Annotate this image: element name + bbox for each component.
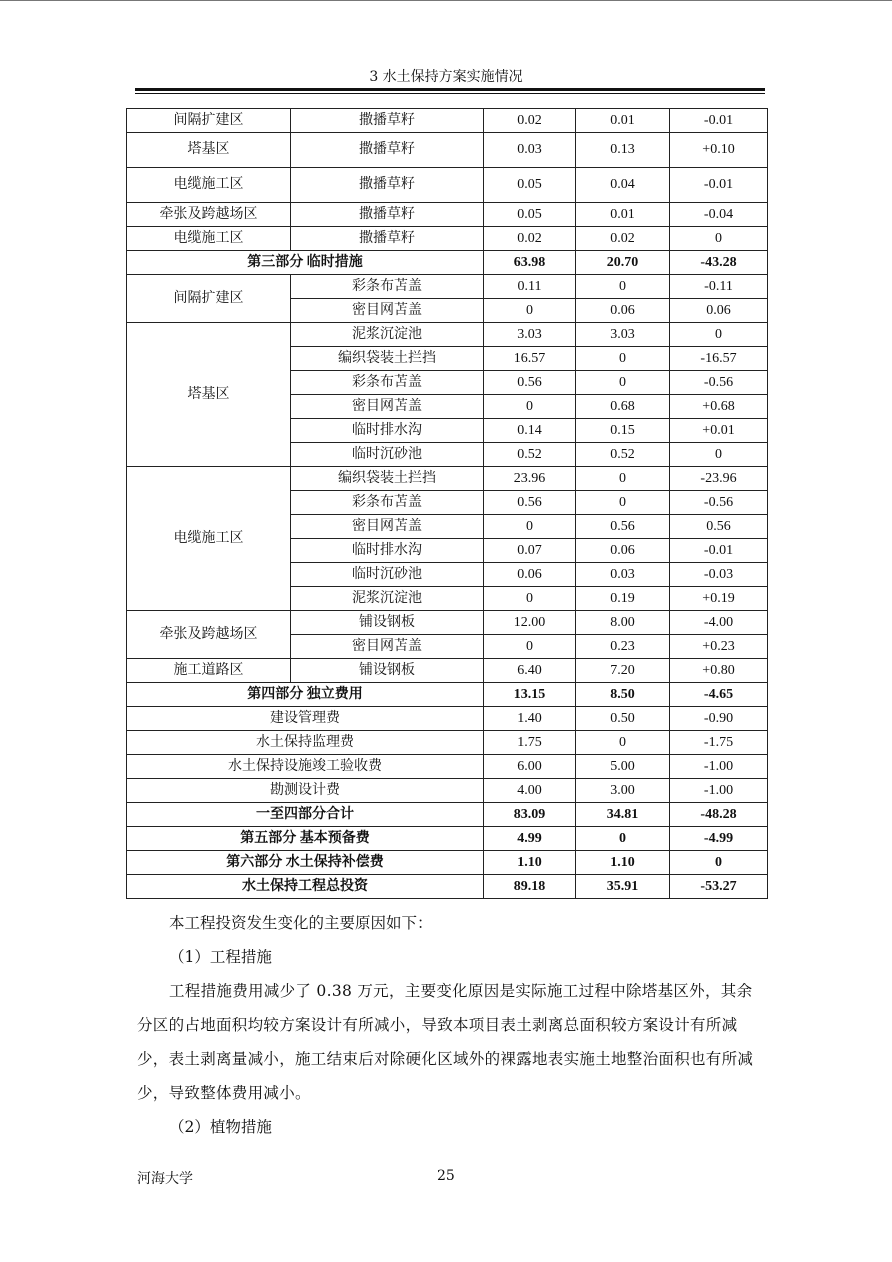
plan-value: 4.99	[484, 827, 576, 851]
table-row	[127, 707, 768, 731]
actual-value: 0.19	[576, 587, 670, 611]
actual-value: 3.00	[576, 779, 670, 803]
actual-value: 0	[576, 731, 670, 755]
running-header: 3 水土保持方案实施情况	[369, 69, 523, 85]
plan-value: 1.10	[484, 851, 576, 875]
section-label: 一至四部分合计	[127, 803, 484, 827]
top-border	[0, 0, 892, 1]
diff-value: 0.06	[670, 299, 768, 323]
actual-value: 0.03	[576, 563, 670, 587]
fee-label: 水土保持设施竣工验收费	[127, 755, 484, 779]
plan-value: 63.98	[484, 251, 576, 275]
plan-value: 6.40	[484, 659, 576, 683]
area-cell: 塔基区	[127, 323, 291, 467]
diff-value: +0.23	[670, 635, 768, 659]
plan-value: 0	[484, 395, 576, 419]
plan-value: 0.05	[484, 203, 576, 227]
measure-cell: 密目网苫盖	[291, 635, 484, 659]
fee-label: 水土保持监理费	[127, 731, 484, 755]
actual-value: 0	[576, 347, 670, 371]
actual-value: 0	[576, 491, 670, 515]
actual-value: 0.68	[576, 395, 670, 419]
plan-value: 0	[484, 515, 576, 539]
diff-value: -0.90	[670, 707, 768, 731]
diff-value: -0.03	[670, 563, 768, 587]
table-row	[127, 851, 768, 875]
measure-cell: 密目网苫盖	[291, 515, 484, 539]
measure-cell: 密目网苫盖	[291, 299, 484, 323]
diff-value: +0.19	[670, 587, 768, 611]
measure-cell: 泥浆沉淀池	[291, 587, 484, 611]
measure-cell: 临时排水沟	[291, 419, 484, 443]
plan-value: 0	[484, 635, 576, 659]
measure-cell: 彩条布苫盖	[291, 371, 484, 395]
table-row	[127, 227, 768, 251]
diff-value: 0.56	[670, 515, 768, 539]
paragraph: （1）工程措施	[169, 948, 272, 966]
plan-value: 16.57	[484, 347, 576, 371]
area-cell: 牵张及跨越场区	[127, 203, 291, 227]
table-row	[127, 731, 768, 755]
actual-value: 0.52	[576, 443, 670, 467]
diff-value: +0.01	[670, 419, 768, 443]
diff-value: -0.04	[670, 203, 768, 227]
actual-value: 8.50	[576, 683, 670, 707]
table-row	[127, 133, 768, 168]
table-row	[127, 755, 768, 779]
area-cell: 电缆施工区	[127, 227, 291, 251]
page-number: 25	[437, 1168, 455, 1184]
measure-cell: 铺设钢板	[291, 611, 484, 635]
measure-cell: 彩条布苫盖	[291, 275, 484, 299]
measure-cell: 撒播草籽	[291, 133, 484, 168]
actual-value: 20.70	[576, 251, 670, 275]
table-row	[127, 323, 768, 347]
plan-value: 0.02	[484, 109, 576, 133]
plan-value: 13.15	[484, 683, 576, 707]
diff-value: -48.28	[670, 803, 768, 827]
paragraph: （2）植物措施	[169, 1118, 272, 1136]
actual-value: 0.06	[576, 539, 670, 563]
area-cell: 间隔扩建区	[127, 275, 291, 323]
table-row	[127, 803, 768, 827]
measure-cell: 彩条布苫盖	[291, 491, 484, 515]
actual-value: 0	[576, 467, 670, 491]
paragraph: 工程措施费用减少了 0.38 万元，主要变化原因是实际施工过程中除塔基区外，其余分区的占地面积均较方案设计有所减小，导致本项目表土剥离总面积较方案设计有所减少，表土剥离量减小，施工结束后对除硬化区域外的裸露地表实施土地整治面积也有所减少，导致整体费用减小。	[137, 982, 754, 1102]
measure-cell: 临时排水沟	[291, 539, 484, 563]
table-row	[127, 467, 768, 491]
plan-value: 3.03	[484, 323, 576, 347]
diff-value: -0.56	[670, 371, 768, 395]
actual-value: 0.23	[576, 635, 670, 659]
actual-value: 7.20	[576, 659, 670, 683]
area-cell: 施工道路区	[127, 659, 291, 683]
diff-value: -0.01	[670, 168, 768, 203]
section-label: 水土保持工程总投资	[127, 875, 484, 899]
table-row	[127, 611, 768, 635]
section-label: 第六部分 水土保持补偿费	[127, 851, 484, 875]
actual-value: 0	[576, 275, 670, 299]
measure-cell: 编织袋装土拦挡	[291, 467, 484, 491]
actual-value: 0.01	[576, 203, 670, 227]
diff-value: -1.75	[670, 731, 768, 755]
diff-value: -1.00	[670, 755, 768, 779]
diff-value: -4.00	[670, 611, 768, 635]
actual-value: 0.56	[576, 515, 670, 539]
plan-value: 0.11	[484, 275, 576, 299]
area-cell: 电缆施工区	[127, 168, 291, 203]
diff-value: -4.99	[670, 827, 768, 851]
diff-value: -43.28	[670, 251, 768, 275]
investment-comparison-table	[126, 108, 768, 899]
actual-value: 0.01	[576, 109, 670, 133]
area-cell: 塔基区	[127, 133, 291, 168]
plan-value: 6.00	[484, 755, 576, 779]
diff-value: 0	[670, 443, 768, 467]
actual-value: 35.91	[576, 875, 670, 899]
measure-cell: 撒播草籽	[291, 203, 484, 227]
measure-cell: 撒播草籽	[291, 227, 484, 251]
measure-cell: 撒播草籽	[291, 109, 484, 133]
diff-value: +0.80	[670, 659, 768, 683]
plan-value: 89.18	[484, 875, 576, 899]
actual-value: 0	[576, 827, 670, 851]
diff-value: -0.56	[670, 491, 768, 515]
table-row	[127, 779, 768, 803]
area-cell: 电缆施工区	[127, 467, 291, 611]
diff-value: -23.96	[670, 467, 768, 491]
plan-value: 0	[484, 587, 576, 611]
diff-value: +0.10	[670, 133, 768, 168]
diff-value: -0.11	[670, 275, 768, 299]
section-label: 第三部分 临时措施	[127, 251, 484, 275]
table-row	[127, 683, 768, 707]
plan-value: 23.96	[484, 467, 576, 491]
actual-value: 0	[576, 371, 670, 395]
table-row	[127, 875, 768, 899]
plan-value: 0.03	[484, 133, 576, 168]
measure-cell: 临时沉砂池	[291, 443, 484, 467]
plan-value: 1.75	[484, 731, 576, 755]
actual-value: 34.81	[576, 803, 670, 827]
plan-value: 0	[484, 299, 576, 323]
diff-value: -53.27	[670, 875, 768, 899]
actual-value: 0.04	[576, 168, 670, 203]
area-cell: 间隔扩建区	[127, 109, 291, 133]
table-row	[127, 659, 768, 683]
plan-value: 0.56	[484, 491, 576, 515]
measure-cell: 撒播草籽	[291, 168, 484, 203]
diff-value: -1.00	[670, 779, 768, 803]
actual-value: 0.06	[576, 299, 670, 323]
area-cell: 牵张及跨越场区	[127, 611, 291, 659]
measure-cell: 铺设钢板	[291, 659, 484, 683]
actual-value: 3.03	[576, 323, 670, 347]
plan-value: 0.14	[484, 419, 576, 443]
plan-value: 0.07	[484, 539, 576, 563]
footer-university: 河海大学	[137, 1171, 193, 1187]
diff-value: -4.65	[670, 683, 768, 707]
actual-value: 0.13	[576, 133, 670, 168]
diff-value: 0	[670, 851, 768, 875]
diff-value: 0	[670, 323, 768, 347]
actual-value: 8.00	[576, 611, 670, 635]
plan-value: 4.00	[484, 779, 576, 803]
table-row	[127, 275, 768, 299]
plan-value: 0.05	[484, 168, 576, 203]
actual-value: 1.10	[576, 851, 670, 875]
table-row	[127, 168, 768, 203]
header-rule-thick	[135, 88, 765, 91]
plan-value: 0.56	[484, 371, 576, 395]
plan-value: 0.02	[484, 227, 576, 251]
actual-value: 5.00	[576, 755, 670, 779]
table-row	[127, 203, 768, 227]
table-row	[127, 827, 768, 851]
measure-cell: 编织袋装土拦挡	[291, 347, 484, 371]
paragraph: 本工程投资发生变化的主要原因如下：	[169, 914, 433, 932]
measure-cell: 密目网苫盖	[291, 395, 484, 419]
table-row	[127, 251, 768, 275]
fee-label: 勘测设计费	[127, 779, 484, 803]
measure-cell: 临时沉砂池	[291, 563, 484, 587]
diff-value: +0.68	[670, 395, 768, 419]
table-row	[127, 109, 768, 133]
header-rule-thin	[135, 93, 765, 94]
plan-value: 0.06	[484, 563, 576, 587]
actual-value: 0.50	[576, 707, 670, 731]
actual-value: 0.02	[576, 227, 670, 251]
diff-value: -16.57	[670, 347, 768, 371]
plan-value: 0.52	[484, 443, 576, 467]
measure-cell: 泥浆沉淀池	[291, 323, 484, 347]
diff-value: -0.01	[670, 109, 768, 133]
section-label: 第四部分 独立费用	[127, 683, 484, 707]
section-label: 第五部分 基本预备费	[127, 827, 484, 851]
diff-value: -0.01	[670, 539, 768, 563]
plan-value: 12.00	[484, 611, 576, 635]
diff-value: 0	[670, 227, 768, 251]
actual-value: 0.15	[576, 419, 670, 443]
plan-value: 1.40	[484, 707, 576, 731]
fee-label: 建设管理费	[127, 707, 484, 731]
plan-value: 83.09	[484, 803, 576, 827]
